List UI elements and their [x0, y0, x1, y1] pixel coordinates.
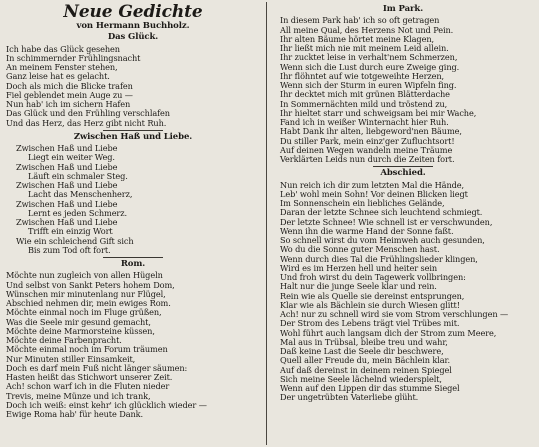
poem-title: Das Glück.	[107, 32, 159, 43]
poem-line: Zwischen Haß und Liebe	[16, 199, 118, 209]
poem-line: Möchte deine Marmorsteine küssen,	[6, 326, 155, 336]
poem-line: Läuft ein schmaler Steg.	[28, 171, 128, 181]
poem-line: Fiel geblendet mein Auge zu —	[6, 90, 133, 100]
poem-line: Auf deinen Wegen wandeln meine Träume	[280, 145, 453, 155]
poem-line: Rein wie als Quelle sie dereinst entsprungen,	[280, 291, 465, 301]
poem-line: Und das Herz, das Herz gibt nicht Ruh.	[6, 118, 167, 128]
poem-line: Du stiller Park, mein einz'ger Zufluchtsort!	[280, 136, 455, 146]
poem-line: All meine Qual, des Herzens Not und Pein.	[280, 25, 454, 35]
poem-line: Wenn sich der Sturm in euren Wipfeln fing.	[280, 81, 457, 90]
poem-title: Zwischen Haß und Liebe.	[73, 131, 193, 142]
poem-line: Trifft ein einzig Wort	[28, 227, 113, 237]
poem-line: Und selbst von Sankt Peters hohem Dom,	[6, 280, 175, 290]
poem-line: Was die Seele mir gesund gemacht,	[6, 317, 151, 327]
poem-line: Das Glück und den Frühling verschlafen	[6, 109, 170, 119]
poem-line: Liegt ein weiter Weg.	[28, 153, 115, 163]
poem-line: Wird es im Herzen hell und heiter sein	[280, 263, 438, 273]
poem-line: Habt Dank ihr alten, liebgeword'nen Bäume,	[280, 127, 462, 137]
poem-line: Ach! nur zu schnell wird sie vom Strom verschlungen —	[280, 310, 509, 319]
poem-line: Möchte nun zugleich von allen Hügeln	[6, 271, 163, 281]
page-title: Neue Gedichte	[63, 3, 203, 22]
poem-line: Klar wie als Bächlein sie durch Wiesen glitt!	[280, 300, 460, 310]
poem-line: In Sommernächten mild und tröstend zu,	[280, 99, 448, 109]
poem-line: Nun hab' ich im sichern Hafen	[6, 100, 131, 109]
poem-separator	[373, 166, 433, 167]
poem-line: Verklärten Leids nun durch die Zeiten fort.	[280, 155, 455, 164]
poem-line: An meinem Fenster stehen,	[6, 63, 118, 72]
poem-line: Möchte deine Farbenpracht.	[6, 336, 122, 345]
poem-line: Der Strom des Lebens trägt viel Trübes mit.	[280, 319, 460, 329]
poem-line: Lernt es jeden Schmerz.	[28, 208, 127, 218]
poem-line: In schimmernder Frühlingsnacht	[6, 53, 141, 63]
poem-separator	[103, 130, 163, 131]
poem-line: In diesem Park hab' ich so oft getragen	[280, 16, 440, 26]
poem-line: Doch es darf mein Fuß nicht länger säumen:	[6, 363, 188, 373]
poem-line: Mal aus in Trübsal, bleibe treu und wahr,	[280, 337, 448, 347]
poem-line: Möchte einmal noch im Fluge grüßen,	[6, 308, 162, 318]
poem-line: Fand ich in weißer Winternacht hier Ruh.	[280, 118, 449, 127]
poem-line: Halt nur die junge Seele klar und rein.	[280, 282, 437, 292]
right-column	[274, 3, 532, 403]
poem-line: Leb' wohl mein Sohn! Vor deinen Blicken liegt	[280, 189, 468, 199]
poem-title: Im Park.	[382, 4, 424, 14]
byline: von Hermann Buchholz.	[76, 21, 190, 31]
poem-line: So schnell wirst du vom Heimweh auch gesunden,	[280, 236, 485, 245]
poem-line: Wenn ihn die warme Hand der Sonne faßt.	[280, 226, 454, 236]
poem-line: Ach! schon warf ich in die Fluten nieder	[6, 382, 170, 392]
poem-line: Zwischen Haß und Liebe	[16, 181, 118, 190]
poem-line: Bis zum Tod oft fort.	[28, 245, 111, 255]
poem-line: Möchte einmal noch im Forum träumen	[6, 345, 168, 355]
poem-title: Abschied.	[380, 168, 426, 179]
poem-line: Ewige Roma hab' für heute Dank.	[6, 410, 144, 419]
poem-line: Sich meine Seele lächelnd wiederspielt,	[280, 374, 442, 384]
poem-line: Wie ein schleichend Gift sich	[16, 236, 134, 246]
poem-line: Ganz leise hat es gelacht.	[6, 72, 110, 82]
poem-line: Ihr flöhntet auf wie totgeweihte Herzen,	[280, 71, 445, 81]
poem-line: Zwischen Haß und Liebe	[16, 218, 118, 227]
poem-line: Ich habe das Glück gesehen	[6, 44, 120, 54]
poem-line: Nun reich ich dir zum letzten Mal die Hände,	[280, 180, 465, 190]
poem-line: Wo du die Sonne guter Menschen hast.	[280, 245, 440, 255]
left-poems	[6, 33, 260, 419]
right-poems	[274, 5, 532, 403]
poem-line: Zwischen Haß und Liebe	[16, 144, 118, 153]
poem-line: Der ungetrübten Vaterliebe glüht.	[280, 393, 419, 403]
poem-line: Ihr ließt mich nie mit meinem Leid allein.	[280, 44, 449, 53]
poem-line: Wünschen mir minutenlang nur Flügel,	[6, 289, 166, 299]
poem-title: Rom.	[120, 259, 146, 269]
poem-line: Wohl führt auch langsam dich der Strom zum Meere,	[280, 328, 497, 338]
poem-separator	[103, 257, 163, 258]
poem-line: Ihr decktet mich mit grünen Blätterdache	[280, 90, 450, 100]
poem-line: Ihr zucktet leise in verhalt'nem Schmerzen,	[280, 53, 458, 63]
poem-line: Auf daß dereinst in deinem reinen Spiegel	[280, 365, 452, 375]
column-divider	[266, 2, 267, 445]
poem-line: Wenn durch dies Tal die Frühlingslieder klingen,	[280, 254, 478, 264]
poem-line: Lacht das Menschenherz,	[28, 190, 133, 200]
poem-line: Quell aller Freude du, mein Bächlein klar.	[280, 356, 450, 366]
poem-line: Ihr hieltet starr und schweigsam bei mir Wache,	[280, 108, 477, 118]
left-column	[6, 3, 260, 419]
poem-line: Ihr alten Bäume hörtet meine Klagen,	[280, 34, 434, 44]
poem-line: Hasten heißt das Stichwort unserer Zeit.	[6, 373, 173, 382]
poem-line: Wenn sich die Lust durch eure Zweige ging.	[280, 62, 460, 72]
poem-line: Daß keine Last die Seele dir beschwere,	[280, 347, 444, 356]
poem-line: Doch ich weiß: einst kehr' ich glücklich wieder —	[6, 400, 207, 410]
poem-line: Im Sonnenschein ein liebliches Gelände,	[280, 199, 445, 208]
poem-line: Und froh wirst du dein Tagewerk vollbringen:	[280, 273, 466, 282]
poem-line: Wenn auf den Lippen dir das stumme Siegel	[280, 384, 460, 393]
poem-line: Daran der letzte Schnee sich leuchtend schmiegt.	[280, 208, 483, 218]
poem-line: Doch als mich die Blicke trafen	[6, 81, 133, 91]
poem-line: Trevis, meine Münze und ich trank,	[6, 391, 151, 401]
poem-line: Zwischen Haß und Liebe	[16, 162, 118, 172]
poem-line: Abschied nehmen dir, mein ewiges Rom.	[6, 299, 171, 308]
poem-line: Der letzte Schnee! Wie schnell ist er verschwunden,	[280, 217, 493, 227]
poem-line: Nur Minuten stiller Einsamkeit,	[6, 354, 136, 364]
